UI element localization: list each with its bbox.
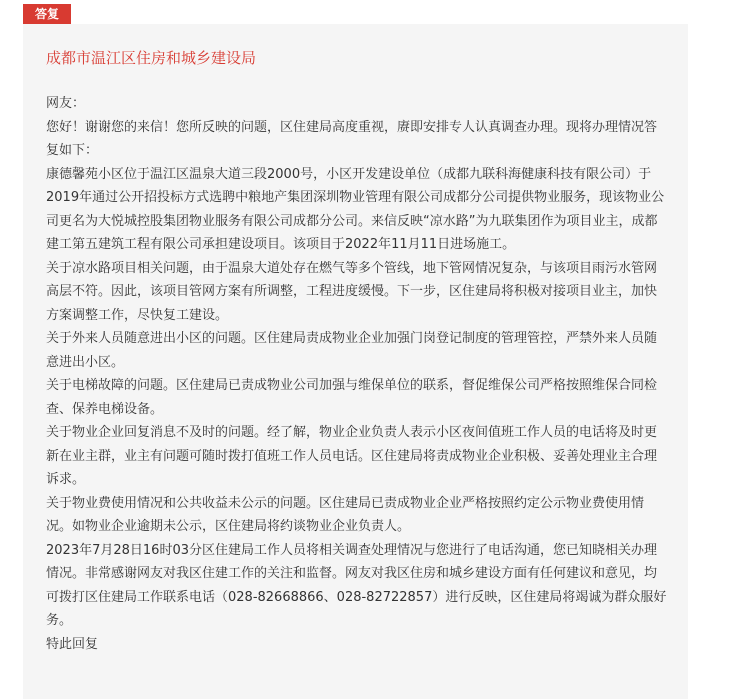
reply-paragraph: 2023年7月28日16时03分区住建局工作人员将相关调查处理情况与您进行了电话沟通，您已知晓相关办理情况。非常感谢网友对我区住建工作的关注和监督。网友对我区住房和城乡建设方面有任何建议和意见，均可拨打区住建局工作联系电话（028-82668866、028-82722857）进行反映，区住建局将竭诚为群众服好务。 [46, 542, 667, 628]
reply-card [23, 24, 688, 699]
reply-paragraph: 关于物业费使用情况和公共收益未公示的问题。区住建局已责成物业企业严格按照约定公示物业费使用情况。如物业企业逾期未公示，区住建局将约谈物业企业负责人。 [46, 495, 645, 534]
reply-paragraph: 关于物业企业回复消息不及时的问题。经了解，物业企业负责人表示小区夜间值班工作人员的电话将及时更新在业主群，业主有问题可随时拨打值班工作人员电话。区住建局将责成物业企业积极、妥善处理业主合理诉求。 [46, 425, 658, 487]
reply-office-title: 成都市温江区住房和城乡建设局 [46, 49, 257, 67]
reply-paragraph: 关于外来人员随意进出小区的问题。区住建局责成物业企业加强门岗登记制度的管理管控，严禁外来人员随意进出小区。 [46, 331, 658, 370]
reply-paragraph: 您好！谢谢您的来信！您所反映的问题，区住建局高度重视，赓即安排专人认真调查办理。现将办理情况答复如下： [46, 119, 658, 158]
reply-body [46, 92, 668, 656]
reply-greeting: 网友： [46, 96, 86, 111]
reply-paragraph: 康德馨苑小区位于温江区温泉大道三段2000号，小区开发建设单位（成都九联科海健康科技有限公司）于2019年通过公开招投标方式选聘中粮地产集团深圳物业管理有限公司成都分公司提供物业服务，现该物业公司更名为大悦城控股集团物业服务有限公司成都分公司。来信反映“凉水路”为九联集团作为项目业主，成都建工第五建筑工程有限公司承担建设项目。该项目于2022年11月11日进场施工。 [46, 166, 665, 252]
reply-closing: 特此回复 [46, 636, 99, 652]
reply-tag: 答复 [23, 4, 71, 24]
reply-paragraph: 关于电梯故障的问题。区住建局已责成物业公司加强与维保单位的联系，督促维保公司严格按照维保合同检查、保养电梯设备。 [46, 378, 658, 417]
reply-paragraph: 关于凉水路项目相关问题，由于温泉大道处存在燃气等多个管线，地下管网情况复杂，与该项目雨污水管网高层不符。因此，该项目管网方案有所调整，工程进度缓慢。下一步，区住建局将积极对接项目业主，加快方案调整工作，尽快复工建设。 [46, 260, 658, 323]
